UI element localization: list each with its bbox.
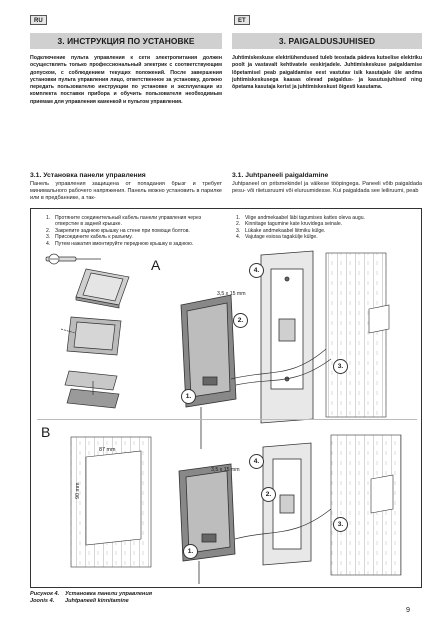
subsection-title-et: 3.1. Juhtpaneeli paigaldamine	[232, 172, 329, 179]
dimension-height-label: 90 mm	[75, 482, 81, 499]
intro-paragraph-ru: Подключение пульта управления к сети электропитания должен осуществлять только профессиональный электрик с соответствующим допуском, с соблюдением текущих положений. После завершения установки пульта управления лицо, ответственное за установку, должно передать пользователю инструкции по установке и эксплуатации из комплекта поставки прибора и обучить пользователя необходимым приемам для управления каменкой и пультом управления.	[30, 55, 222, 105]
step-item: 3. Присоедините кабель к разъему.	[46, 234, 133, 241]
callout-2: 2.	[233, 313, 248, 328]
panel-open-step	[76, 269, 129, 308]
subsection-text-et: Juhtpaneel on pritsmekindel ja väikese tööpingega. Paneeli võib paigaldada pesu- või riietusruumi või eluruumidesse. Kui paigaldada see leiliruumi, peab	[232, 181, 422, 195]
language-tag-ru: RU	[30, 15, 47, 25]
step-item: 4. Путем нажатия вмонтируйте переднюю крышку в заднюю.	[46, 240, 194, 247]
back-cover-step	[61, 317, 121, 355]
screw-size-label: 3,5 x 15 mm	[211, 467, 240, 473]
caption-key-ru: Рисунок 4.	[30, 591, 60, 597]
caption-key-et: Joonis 4.	[30, 598, 55, 604]
callout-3: 3.	[333, 517, 348, 532]
back-plate-a	[261, 251, 313, 423]
caption-text-ru: Установка панели управления	[65, 591, 153, 597]
step-item: 2. Kinnitage tagumine kate kruvidega seinale.	[236, 221, 343, 228]
intro-paragraph-et: Juhtimiskeskuse elektriühendused tuleb teostada pädeva kutselise elektriku poolt ja vastavalt kehtivatele eeskirjadele. Juhtimiskeskuse paigaldamise lõpetamisel peab paigaldamise eest vastutav isik kasutajale üle andma juhtimiskeskusega kaasas olevad paigaldus- ja kasutusjuhised ning õpetama kasutaja kerist ja juhtimiskeskust õigesti kasutama.	[232, 55, 422, 91]
dimension-width-label: 87 mm	[99, 447, 116, 453]
callout-2: 2.	[261, 487, 276, 502]
installation-illustration	[31, 209, 423, 589]
figure-divider	[37, 419, 417, 420]
page-number: 9	[406, 605, 410, 614]
subsection-title-ru: 3.1. Установка панели управления	[30, 172, 146, 179]
wall-b	[71, 437, 151, 567]
wall-a	[326, 253, 389, 417]
step-item: 1. Протяните соединительный кабель панели управления через отверстие в задней крышке.	[46, 215, 202, 228]
callout-3: 3.	[333, 359, 348, 374]
subsection-text-ru: Панель управления защищена от попадания брызг и требует минимального рабочего напряжения. Панель можно установить в парилке или в предбаннике, а так-	[30, 181, 222, 202]
screw-size-label: 3,5 x 15 mm	[217, 291, 246, 297]
caption-text-et: Juhtpaneeli kinnitamine	[65, 598, 129, 604]
front-cover-step	[65, 371, 119, 408]
figure-caption	[30, 591, 152, 605]
callout-4: 4.	[249, 454, 264, 469]
control-panel-a	[181, 295, 236, 449]
step-item: 2. Закрепите заднюю крышку на стене при помощи болтов.	[46, 227, 190, 234]
screwdriver-icon	[46, 254, 101, 264]
step-item: 4. Vajutage esiosa tagakülje külge.	[236, 234, 318, 241]
wall-b-right	[331, 435, 401, 575]
callout-1: 1.	[183, 544, 198, 559]
figure-label-b: B	[41, 424, 51, 440]
section-title-et: 3. PAIGALDUSJUHISED	[232, 33, 422, 49]
installation-figure	[30, 208, 422, 588]
step-item: 1. Viige andmekaabel läbi tagumises kattes oleva augu.	[236, 215, 365, 221]
language-tag-et: ET	[234, 15, 250, 25]
back-plate-b	[263, 443, 311, 565]
section-title-ru: 3. ИНСТРУКЦИЯ ПО УСТАНОВКЕ	[30, 33, 222, 49]
step-item: 3. Lükake andmekaabel liitmiku külge.	[236, 227, 326, 234]
control-panel-b	[179, 464, 235, 584]
figure-label-a: A	[151, 257, 161, 273]
callout-1: 1.	[181, 389, 196, 404]
callout-4: 4.	[249, 263, 264, 278]
